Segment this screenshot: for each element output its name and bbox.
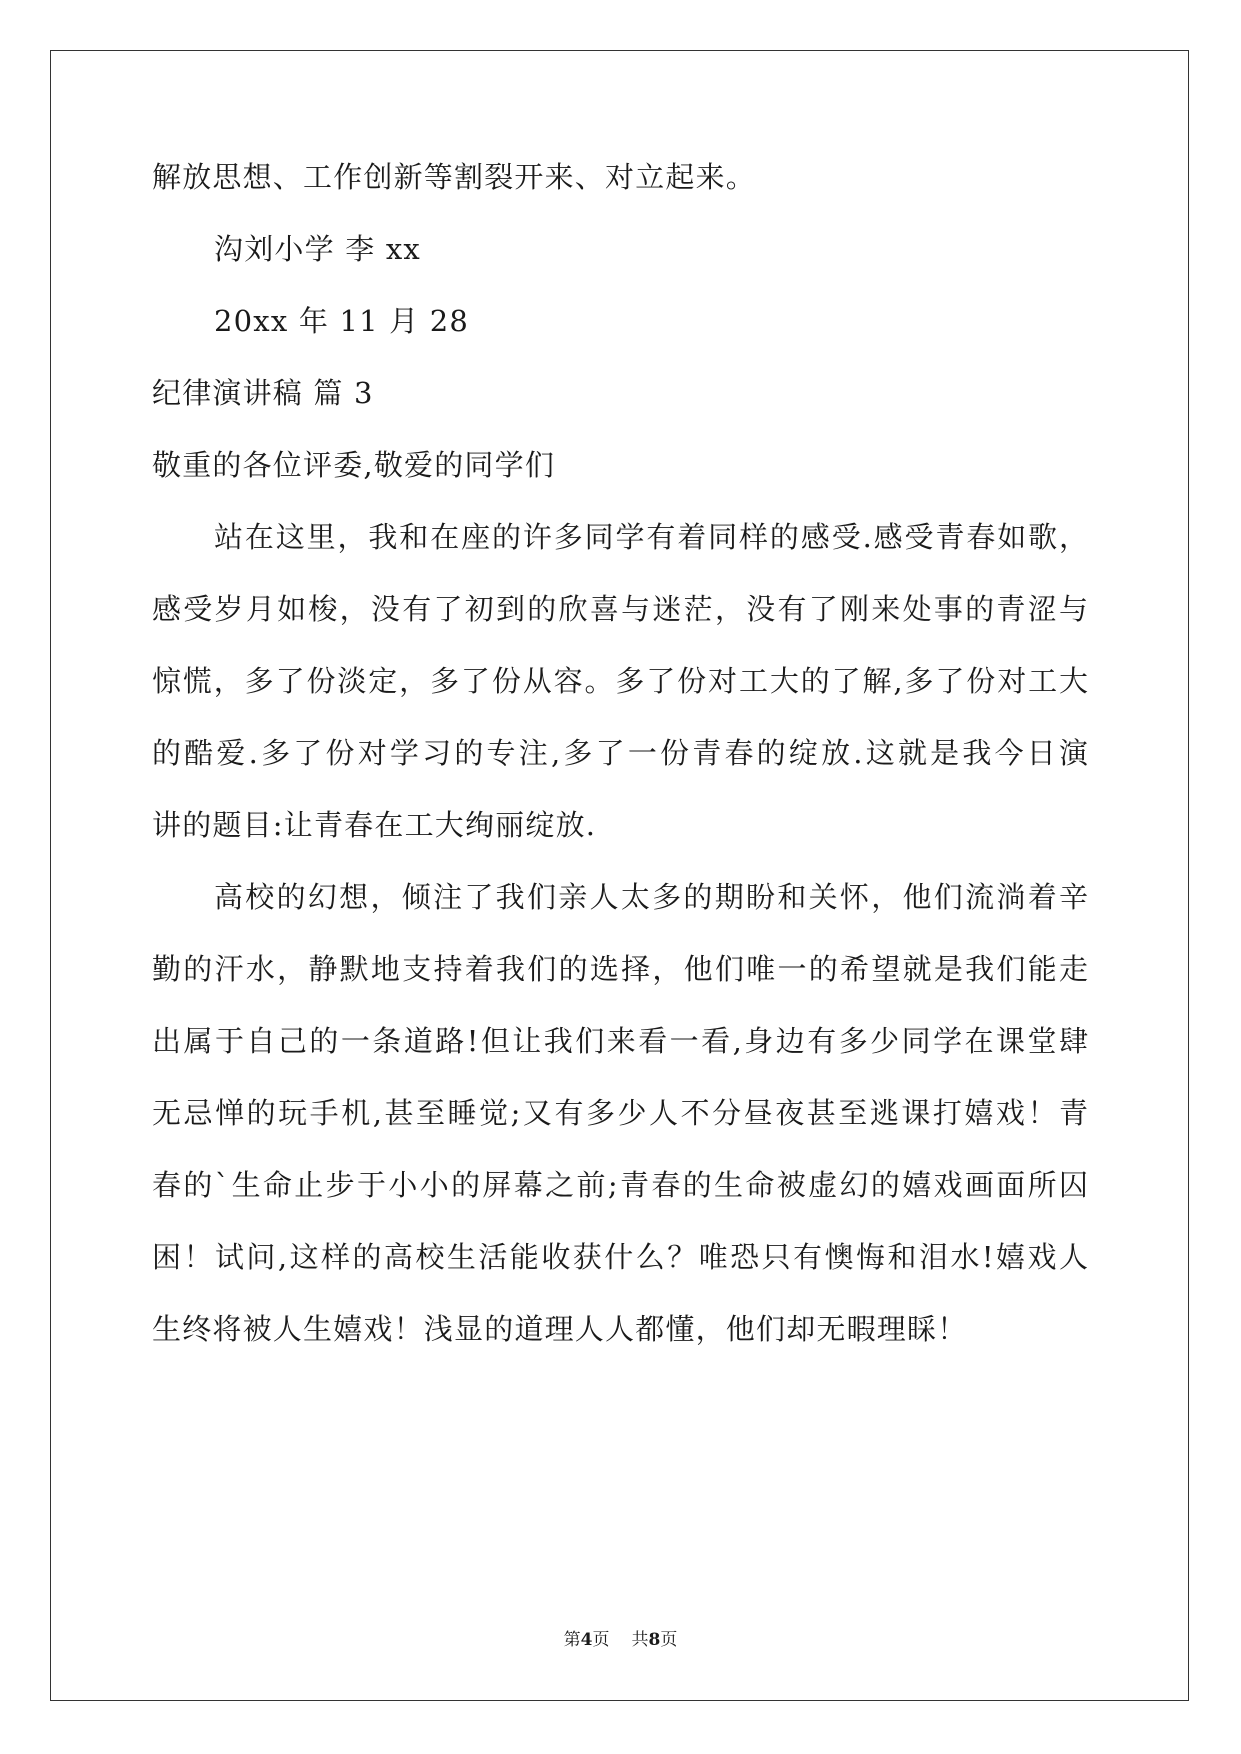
paragraph-line: 高校的幻想，倾注了我们亲人太多的期盼和关怀，他们流淌着辛	[214, 880, 1088, 914]
paragraph-line: 的酷爱.多了份对学习的专注,多了一份青春的绽放.这就是我今日演	[152, 736, 1088, 770]
page-prefix: 第	[563, 1630, 581, 1650]
total-prefix: 共	[631, 1630, 649, 1650]
paragraph-line: 春的`生命止步于小小的屏幕之前;青春的生命被虚幻的嬉戏画面所囚	[152, 1168, 1088, 1202]
page-footer	[0, 1628, 1241, 1652]
paragraph-line: 勤的汗水，静默地支持着我们的选择，他们唯一的希望就是我们能走	[152, 952, 1088, 986]
page-suffix: 页	[592, 1630, 610, 1650]
signature-school: 沟刘小学 李 xx	[214, 232, 421, 266]
page-frame	[50, 50, 1189, 1701]
paragraph-line: 生终将被人生嬉戏！浅显的道理人人都懂，他们却无暇理睬！	[152, 1312, 968, 1346]
current-page-number: 4	[580, 1630, 593, 1650]
paragraph-line: 出属于自己的一条道路!但让我们来看一看,身边有多少同学在课堂肆	[152, 1024, 1088, 1058]
paragraph-line: 解放思想、工作创新等割裂开来、对立起来。	[152, 160, 757, 194]
paragraph-line: 讲的题目:让青春在工大绚丽绽放.	[152, 808, 597, 842]
salutation: 敬重的各位评委,敬爱的同学们	[152, 448, 556, 482]
total-suffix: 页	[660, 1630, 678, 1650]
paragraph-line: 站在这里，我和在座的许多同学有着同样的感受.感受青春如歌，	[214, 520, 1088, 554]
paragraph-line: 惊慌，多了份淡定，多了份从容。多了份对工大的了解,多了份对工大	[152, 664, 1088, 698]
paragraph-line: 无忌惮的玩手机,甚至睡觉;又有多少人不分昼夜甚至逃课打嬉戏！青	[152, 1096, 1088, 1130]
section-heading: 纪律演讲稿 篇 3	[152, 376, 374, 410]
paragraph-line: 感受岁月如梭，没有了初到的欣喜与迷茫，没有了刚来处事的青涩与	[152, 592, 1088, 626]
total-page-number: 8	[648, 1630, 661, 1650]
paragraph-line: 困！试问,这样的高校生活能收获什么？唯恐只有懊悔和泪水!嬉戏人	[152, 1240, 1088, 1274]
signature-date: 20xx 年 11 月 28	[214, 304, 470, 338]
